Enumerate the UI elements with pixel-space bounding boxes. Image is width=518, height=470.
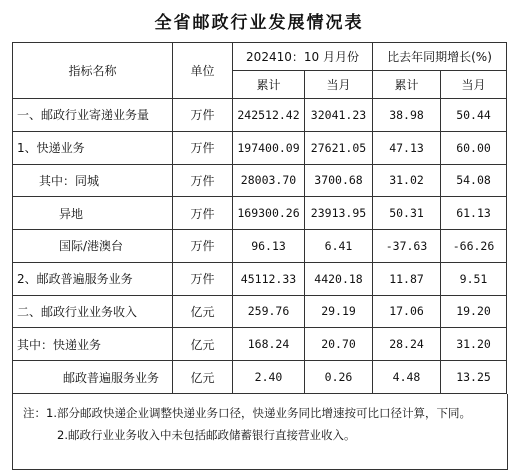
row-cumulative: 2.40: [233, 361, 305, 394]
row-cumulative: 96.13: [233, 230, 305, 263]
header-growth-month: 当月: [441, 71, 507, 99]
row-growth-month: 50.44: [441, 99, 507, 132]
row-unit: 万件: [173, 164, 233, 197]
row-cumulative: 168.24: [233, 328, 305, 361]
row-month: 29.19: [305, 295, 373, 328]
row-cumulative: 169300.26: [233, 197, 305, 230]
row-month: 6.41: [305, 230, 373, 263]
row-growth-cumulative: 11.87: [373, 262, 441, 295]
row-unit: 万件: [173, 131, 233, 164]
row-growth-month: 9.51: [441, 262, 507, 295]
row-name: 异地: [13, 197, 173, 230]
row-growth-month: 19.20: [441, 295, 507, 328]
row-month: 27621.05: [305, 131, 373, 164]
row-unit: 亿元: [173, 295, 233, 328]
header-growth: 比去年同期增长(%): [373, 43, 507, 71]
table-row: [13, 99, 507, 132]
row-unit: 万件: [173, 262, 233, 295]
row-growth-month: 13.25: [441, 361, 507, 394]
row-growth-month: 61.13: [441, 197, 507, 230]
table-title: 全省邮政行业发展情况表: [154, 13, 364, 33]
row-growth-cumulative: 31.02: [373, 164, 441, 197]
row-name: 国际/港澳台: [13, 230, 173, 263]
row-growth-cumulative: 28.24: [373, 328, 441, 361]
header-unit: 单位: [173, 43, 233, 99]
row-growth-month: -66.26: [441, 230, 507, 263]
table-row: [13, 295, 507, 328]
header-growth-cumulative: 累计: [373, 71, 441, 99]
table-row: [13, 328, 507, 361]
row-month: 23913.95: [305, 197, 373, 230]
row-growth-cumulative: 17.06: [373, 295, 441, 328]
table-row: [13, 361, 507, 394]
row-name: 邮政普遍服务业务: [13, 361, 173, 394]
row-growth-cumulative: -37.63: [373, 230, 441, 263]
table-row: [13, 131, 507, 164]
row-name: 二、邮政行业业务收入: [13, 295, 173, 328]
footnote-2: 2.邮政行业业务收入中未包括邮政储蓄银行直接营业收入。: [57, 428, 356, 442]
header-month: 当月: [305, 71, 373, 99]
row-growth-cumulative: 50.31: [373, 197, 441, 230]
row-month: 3700.68: [305, 164, 373, 197]
row-month: 0.26: [305, 361, 373, 394]
row-growth-cumulative: 47.13: [373, 131, 441, 164]
statistics-table: [12, 42, 507, 394]
row-growth-month: 60.00: [441, 131, 507, 164]
row-unit: 万件: [173, 230, 233, 263]
row-growth-cumulative: 38.98: [373, 99, 441, 132]
row-growth-cumulative: 4.48: [373, 361, 441, 394]
row-cumulative: 197400.09: [233, 131, 305, 164]
row-name: 其中：同城: [13, 164, 173, 197]
table-row: [13, 262, 507, 295]
row-cumulative: 242512.42: [233, 99, 305, 132]
header-cumulative: 累计: [233, 71, 305, 99]
table-row: [13, 230, 507, 263]
row-month: 4420.18: [305, 262, 373, 295]
row-growth-month: 54.08: [441, 164, 507, 197]
row-month: 32041.23: [305, 99, 373, 132]
row-unit: 万件: [173, 197, 233, 230]
row-name: 1、快递业务: [13, 131, 173, 164]
row-cumulative: 28003.70: [233, 164, 305, 197]
row-unit: 万件: [173, 99, 233, 132]
table-row: [13, 197, 507, 230]
footnote-1: 注：1.部分邮政快递企业调整快递业务口径，快递业务同比增速按可比口径计算，下同。: [23, 406, 471, 420]
row-growth-month: 31.20: [441, 328, 507, 361]
table-row: [13, 164, 507, 197]
row-unit: 亿元: [173, 361, 233, 394]
row-name: 2、邮政普遍服务业务: [13, 262, 173, 295]
row-cumulative: 259.76: [233, 295, 305, 328]
row-unit: 亿元: [173, 328, 233, 361]
footnotes: [12, 394, 508, 470]
row-cumulative: 45112.33: [233, 262, 305, 295]
row-name: 一、邮政行业寄递业务量: [13, 99, 173, 132]
row-month: 20.70: [305, 328, 373, 361]
row-name: 其中：快递业务: [13, 328, 173, 361]
header-indicator: 指标名称: [13, 43, 173, 99]
header-period: 202410：10 月月份: [233, 43, 373, 71]
